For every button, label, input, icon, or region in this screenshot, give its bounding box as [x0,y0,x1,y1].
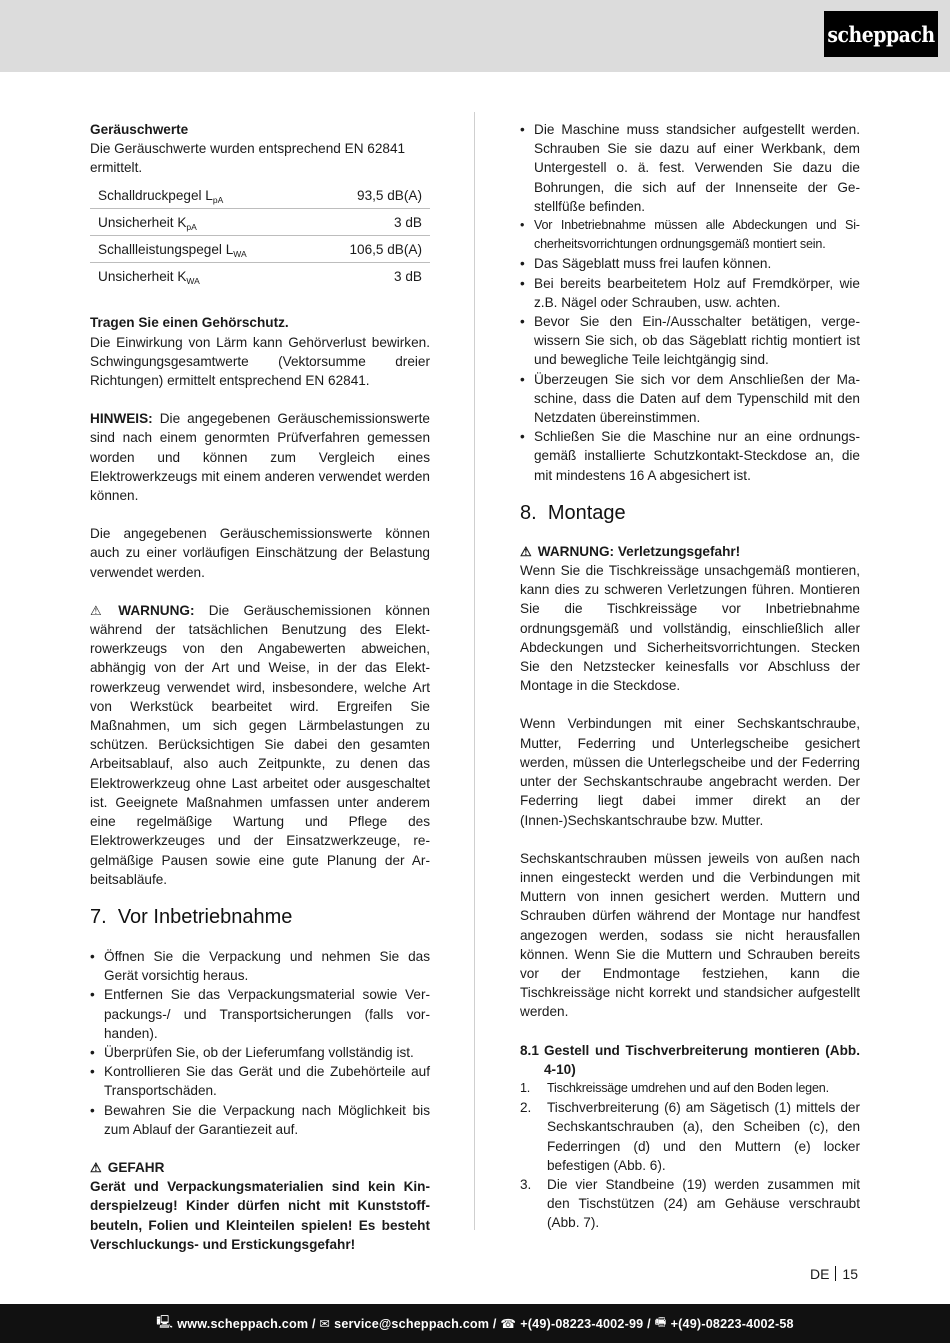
table-row [90,182,430,209]
footer-fax: +(49)-08223-4002-58 [670,1316,794,1331]
warning-8-heading [520,542,860,561]
danger-heading [90,1158,430,1177]
hint-paragraph [90,409,430,505]
section-7-number: 7. [90,905,107,928]
hint2-paragraph: Die angegebenen Geräuschemissionswerte können auch zu einer vorläufigen Einschätzung der Belastung verwendet werden. [90,526,430,580]
noise-label: Unsicherheit K [98,214,187,230]
brand-logo: scheppach [824,11,938,57]
warning-8-label: WARNUNG: Verletzungsgefahr! [537,543,741,559]
noise-label-sub: pA [212,194,224,205]
hint-text: Die angegebenen Geräuschemissionswerte sind nach einem genormten Prüfverfahren gemessen worden und können zum Vergleich eines Elektrowerkzeugs mit einem anderen verwendet werden können. [90,411,430,504]
assembly-steps [520,1079,860,1233]
table-row [90,208,430,235]
step-text: Tischkreissäge umdrehen und auf den Boden legen. [547,1080,829,1095]
warning-8-text: Wenn Sie die Tischkreissäge unsachgemäß montieren, kann dies zu schweren Verletzungen führen. Montieren Sie die Tischkreissäge vor Inbetriebnahme ordnungsgemäß und vollständig, einschließlich aller Abdeckungen und Sicherheitsvorrichtungen. Stecken Sie den Netzstecker keinesfalls vor Abschluss der Montage in die Steckdose. [520,563,860,694]
list-item [520,1079,860,1098]
left-column [90,120,430,1254]
warning-icon: ⚠ [90,602,102,618]
noise-intro: Die Geräuschwerte wurden entsprechend EN 62841 ermittelt. [90,141,406,176]
noise-label-sub: pA [186,221,197,232]
ear-protection-heading: Tragen Sie einen Gehörschutz. [90,315,289,331]
noise-value: 3 dB [394,269,422,285]
list-item: • Das Sägeblatt muss frei laufen können. [520,254,860,273]
noise-label: Unsicherheit K [98,269,187,285]
section-8-number: 8. [520,501,537,524]
list-item: • Die Maschine muss standsicher aufgestellt werden. Schrauben Sie sie dazu auf einer Werkbank, dem Untergestell o. ä. fest. Verwenden Sie dazu die Bohrungen, die sich auf der Innenseite der Gestellfüße befinden. [520,120,860,216]
hint-label: HINWEIS: [90,411,153,427]
list-item: • Kontrollieren Sie das Gerät und die Zubehörteile auf Transportschäden. [90,1062,430,1100]
footer-phone: +(49)-08223-4002-99 / [520,1316,651,1331]
phone-icon: ☎︎ [500,1317,517,1331]
right-column [520,120,860,1233]
table-row [90,236,430,263]
computer-icon: 🖳︎ [156,1315,174,1329]
noise-value: 106,5 dB(A) [311,236,430,263]
list-item: • Schließen Sie die Maschine nur an eine ordnungsgemäß installierte Schutzkontakt-Steckdose an, die mit mindestens 16 A abgesichert ist. [520,427,860,485]
list-item: • Bewahren Sie die Verpackung nach Möglichkeit bis zum Ablauf der Garantiezeit auf. [90,1101,430,1139]
danger-text: Gerät und Verpackungsmaterialien sind kein Kinderspielzeug! Kinder dürfen nicht mit Kunststoffbeuteln, Folien und Kleinteilen spielen! Es besteht Verschluckungs- und Erstickungsgefahr! [90,1179,430,1252]
step-number: 3. [520,1176,532,1192]
noise-value: 3 dB [311,208,430,235]
page-language: DE [809,1266,830,1282]
list-item: • Entfernen Sie das Verpackungsmaterial sowie Verpackungs-/ und Transportsicherungen (falls vorhanden). [90,985,430,1043]
step-number: 1. [520,1080,531,1095]
noise-label-sub: WA [233,249,247,260]
footer-bar [0,1304,950,1343]
warning-icon: ⚠ [90,1159,102,1175]
mail-icon: ✉︎ [319,1317,331,1331]
step-text: Die vier Standbeine (19) werden zusammen mit den Tischstützen (24) am Gehäuse verschraubt (Abb. 7). [547,1176,860,1231]
section-7-heading [90,905,430,929]
page-number [810,1266,858,1282]
noise-value: 93,5 dB(A) [311,182,430,209]
noise-heading: Geräuschwerte [90,122,189,137]
assembly-paragraph-b: Sechskantschrauben müssen jeweils von außen nach innen eingesteckt werden und die Verbindungen mit Muttern von innen gesichert werden. Muttern und Schrauben dürfen während der Montage nur handfest angezogen werden, sodass sie nicht herausfallen können. Wenn Sie die Muttern und Schrauben bereits vor der Endmontage festziehen, kann die Tischkreissäge nicht korrekt und standsicher aufgestellt werden. [520,850,860,1020]
footer-web[interactable]: www.scheppach.com / [177,1316,316,1331]
noise-label: Schalldruckpegel L [98,187,213,203]
section-8-heading [520,501,860,525]
header-bar [0,0,950,72]
list-item [520,1175,860,1233]
section-7-title: Vor Inbetriebnahme [117,905,293,928]
subsection-8-1-number: 8.1 [520,1042,539,1058]
step-number: 2. [520,1100,532,1116]
noise-label: Schallleistungspegel L [98,242,234,258]
list-item: • Vor Inbetriebnahme müssen alle Abdeckungen und Sicherheitsvorrichtungen ordnungsgemäß montiert sein. [520,216,860,254]
warning-label: WARNUNG: [118,602,195,618]
noise-table [90,182,430,290]
footer-mail[interactable]: service@scheppach.com / [334,1316,497,1331]
warning-paragraph [90,601,430,889]
list-item: • Bevor Sie den Ein-/Ausschalter betätigen, vergewissern Sie sich, ob das Sägeblatt richtig montiert ist und bewegliche Teile leichtgängig sind. [520,312,860,370]
subsection-8-1-title: Gestell und Tischverbreiterung montieren (Abb. 4-10) [544,1042,860,1077]
list-item: • Überprüfen Sie, ob der Lieferumfang vollständig ist. [90,1043,430,1062]
section-8-title: Montage [547,501,626,524]
list-item: • Öffnen Sie die Verpackung und nehmen Sie das Gerät vorsichtig heraus. [90,947,430,985]
noise-label-sub: WA [186,276,200,287]
page-number-value: 15 [842,1266,858,1282]
subsection-8-1-heading [520,1041,860,1079]
list-item [520,1098,860,1175]
ear-protection-text: Die Einwirkung von Lärm kann Gehörverlust bewirken. Schwingungsgesamtwerte (Vektorsumme dreier Richtungen) ermittelt entsprechend EN 62841. [90,334,430,389]
table-row [90,263,430,290]
step-text: Tischverbreiterung (6) am Sägetisch (1) mittels der Sechskantschrauben (a), den Scheiben (c), den Federringen (d) und den Muttern (e) locker befestigen (Abb. 6). [547,1100,860,1173]
assembly-paragraph-a: Wenn Verbindungen mit einer Sechskantschraube, Mutter, Federring und Unterlegscheibe gesichert werden, müssen die Unterlegscheibe und der Federring unter der Sechskantschraube angebracht werden. Der Federring liegt dabei immer direkt an der (Innen-)Sechskantschraube bzw. Mutter. [520,716,860,828]
warning-icon: ⚠ [520,543,532,559]
warning-text: Die Geräuschemissionen können während der tatsächlichen Benutzung des Elektrowerkzeugs von den Angabewerten abweichen, abhängig von der Art und Weise, in der das Elektrowerkzeug verwendet wird, insbesondere, welche Art von Werkstück bearbeitet wird. Ergreifen Sie Maßnahmen, um sich gegen Lärmbelastungen zu schützen. Berücksichtigen Sie dabei den gesamten Arbeitsablauf, also auch Zeitpunkte, zu denen das Elektrowerkzeug ohne Last arbeitet oder ausgeschaltet ist. Geeignete Maßnahmen umfassen unter anderem eine regelmäßige Wartung und Pflege des Elektrowerkzeuges und der Einsatzwerkzeuge, regelmäßige Pausen sowie eine gute Planung der Arbeitsabläufe. [90,602,430,887]
page-number-separator [835,1266,836,1281]
danger-label: GEFAHR [107,1159,165,1175]
list-item: • Überzeugen Sie sich vor dem Anschließen der Maschine, dass die Daten auf dem Typenschild mit den Netzdaten übereinstimmen. [520,370,860,428]
section-7-list [90,947,430,1139]
list-item: • Bei bereits bearbeitetem Holz auf Fremdkörper, wie z.B. Nägel oder Schrauben, usw. achten. [520,274,860,312]
column-divider [474,112,475,1230]
fax-icon: 🖷︎ [654,1315,667,1329]
safety-check-list [520,120,860,485]
